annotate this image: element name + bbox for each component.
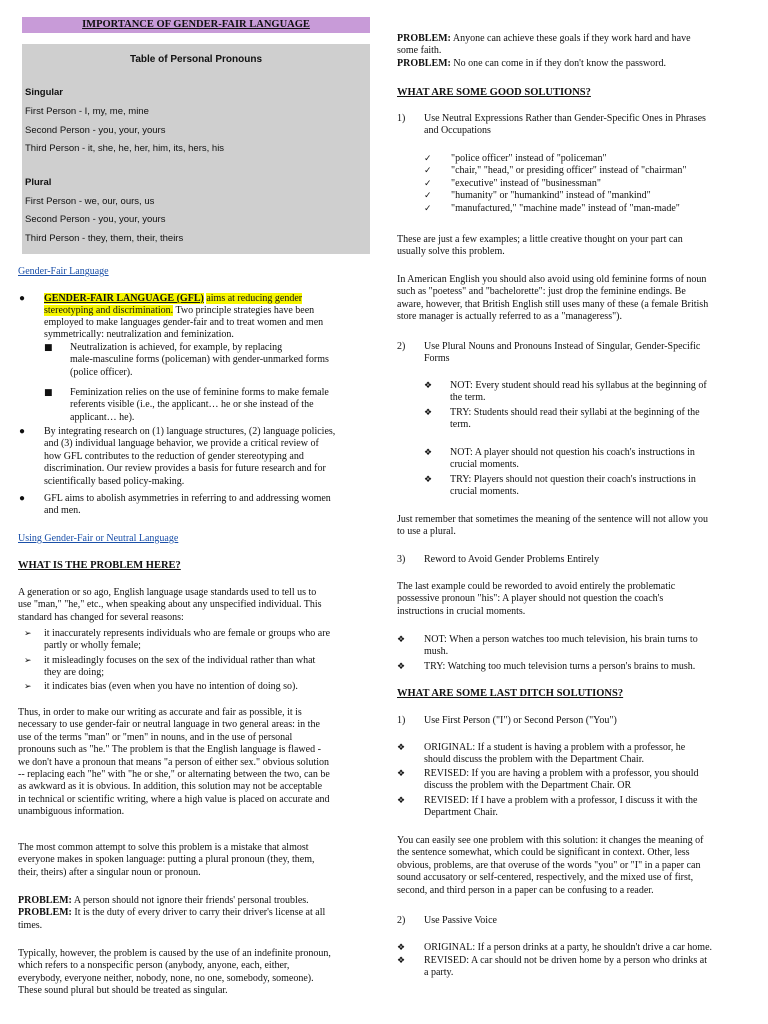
- text-line: necessary to use gender-fair or neutral language in two general areas: in the: [18, 719, 320, 731]
- text-line: GFL aims to abolish asymmetries in referring to and addressing women: [44, 493, 331, 504]
- diamond-bullet-icon: ❖: [397, 956, 406, 966]
- last-solution-2-title: Use Passive Voice: [424, 915, 497, 926]
- text-line: discuss the problem with the Department Chair. OR: [424, 780, 632, 792]
- text-line: usually solve this problem.: [397, 246, 505, 258]
- check-icon: ✓: [424, 178, 432, 189]
- example-item: TRY: Watching too much television turns a person's brains to mush.: [424, 661, 696, 672]
- check-icon: ✓: [424, 191, 432, 202]
- example-text: Anyone can achieve these goals if they work hard and have: [452, 33, 691, 44]
- right-problem-examples: [397, 33, 753, 70]
- text-line: obvious, problems, are that overuse of the words "you" or "I" in a paper can: [397, 859, 701, 871]
- gfl-highlight-rest: aims at reducing gender: [206, 293, 303, 304]
- problem-paragraph-4: [18, 948, 372, 998]
- square-bullet-icon: ■: [44, 388, 53, 398]
- text-line: pronouns such as "he." The problem is that the English language is flawed -: [18, 744, 321, 756]
- right-paragraph-9: [397, 835, 753, 897]
- problem-label: PROBLEM:: [397, 33, 451, 44]
- arrow-bullet-icon: ➢: [24, 629, 32, 639]
- link-using-neutral-language[interactable]: Using Gender-Fair or Neutral Language: [18, 533, 179, 544]
- text-line: we don't have a pronoun that means "a person of either sex." obvious solution: [18, 756, 330, 768]
- check-icon: ✓: [424, 154, 432, 164]
- problem-paragraph-1: [18, 587, 372, 624]
- diamond-bullet-icon: ❖: [397, 769, 406, 779]
- text-line: NOT: Every student should read his syllabus at the beginning of: [450, 380, 707, 391]
- reason-item: [44, 628, 372, 653]
- text-line: standard has changed for several reasons:: [18, 611, 184, 623]
- plural-header: Plural: [25, 177, 52, 188]
- bullet-icon: ●: [18, 426, 26, 437]
- problem-paragraph-3: [18, 842, 372, 879]
- example-text: A person should not ignore their friends' personal troubles.: [73, 895, 309, 906]
- text-line: as awkward as it is obvious. In addition, this solution may not be acceptable: [18, 781, 323, 793]
- text-line: aware, however, that British English still uses many of these (a female British: [397, 298, 709, 310]
- text-line: partly or wholly female;: [44, 640, 141, 652]
- text-line: (police officer).: [70, 366, 133, 378]
- bullet-icon: ●: [18, 293, 26, 304]
- text-line: how GFL contributes to the reduction of gender stereotyping and: [44, 450, 304, 462]
- problem-label: PROBLEM:: [397, 57, 451, 69]
- text-line: ORIGINAL: If a student is having a problem with a professor, he: [424, 742, 686, 753]
- right-paragraph-6: [397, 274, 753, 324]
- gfl-line-1: [44, 293, 372, 305]
- text-line: Feminization relies on the use of feminine forms to make female: [70, 387, 329, 398]
- diamond-bullet-icon: ❖: [424, 475, 433, 485]
- gfl-line-4: symmetrically: neutralization and feminization.: [44, 329, 234, 340]
- diamond-bullet-icon: ❖: [397, 635, 406, 645]
- diamond-bullet-icon: ❖: [397, 796, 406, 806]
- diamond-bullet-icon: ❖: [397, 743, 406, 753]
- text-line: The last example could be reworded to avoid entirely the problematic: [397, 581, 676, 592]
- text-line: scientifically based policy-making.: [44, 475, 185, 487]
- list-item: "executive" instead of "businessman": [451, 177, 601, 189]
- section-heading: WHAT IS THE PROBLEM HERE?: [18, 560, 181, 571]
- text-line: REVISED: If I have a problem with a professor, I discuss it with the: [424, 795, 698, 806]
- text-line: which refers to a nonspecific person (anybody, anyone, each, either,: [18, 960, 290, 972]
- text-line: they are doing;: [44, 667, 104, 679]
- text-line: the term.: [450, 392, 486, 404]
- text-line: TRY: Players should not question their coach's instructions in: [450, 474, 696, 485]
- square-bullet-icon: ■: [44, 343, 53, 353]
- problem-label: PROBLEM:: [18, 895, 72, 906]
- diamond-bullet-icon: ❖: [397, 662, 406, 672]
- example-item: [450, 474, 753, 499]
- text-line: use of the terms "man" or "men" in nouns, and in the use of personal: [18, 731, 293, 743]
- text-line: discrimination. Our review provides a basis for future research and for: [44, 463, 326, 475]
- reason-item: [44, 655, 372, 680]
- text-line: crucial moments.: [450, 486, 519, 498]
- problem-examples: [18, 895, 372, 932]
- text-line: REVISED: A car should not be driven home by a person who drinks at: [424, 955, 708, 966]
- text-line: These sound plural but should be treated as singular.: [18, 985, 228, 997]
- example-item: [424, 795, 753, 820]
- text-line: By integrating research on (1) language structures, (2) language policies,: [44, 426, 336, 437]
- example-item: [424, 955, 753, 980]
- example-item: [424, 634, 753, 659]
- text-line: Thus, in order to make our writing as accurate and fair as possible, it is: [18, 707, 302, 718]
- example-item: ORIGINAL: If a person drinks at a party, he shouldn't drive a car home.: [424, 942, 713, 953]
- list-number: 1): [397, 715, 406, 726]
- link-gender-fair-language[interactable]: Gender-Fair Language: [18, 266, 109, 277]
- text-line: such as "poetess" and "bachelorette": just drop the feminine endings. Be: [397, 286, 686, 298]
- example-item: [450, 407, 753, 432]
- example-item: [424, 768, 753, 793]
- text-line: term.: [450, 419, 471, 431]
- sub-item-feminization: [70, 387, 372, 424]
- text-line: Use Plural Nouns and Pronouns Instead of Singular, Gender-Specific: [424, 341, 701, 352]
- text-line: Use Neutral Expressions Rather than Gender-Specific Ones in Phrases: [424, 113, 706, 124]
- check-icon: ✓: [424, 166, 432, 177]
- arrow-bullet-icon: ➢: [24, 682, 32, 692]
- text-line: instructions in crucial moments.: [397, 605, 526, 617]
- last-solution-1-title: Use First Person ("I") or Second Person ("You"): [424, 715, 617, 726]
- text-line: Neutralization is achieved, for example, by replacing: [70, 342, 283, 353]
- right-paragraph-8: [397, 581, 753, 618]
- diamond-bullet-icon: ❖: [424, 381, 433, 391]
- section-heading: WHAT ARE SOME LAST DITCH SOLUTIONS?: [397, 688, 624, 699]
- problem-paragraph-2: [18, 707, 372, 819]
- text-line: TRY: Students should read their syllabi at the beginning of the: [450, 407, 700, 418]
- text-line: Typically, however, the problem is caused by the use of an indefinite pronoun,: [18, 948, 331, 959]
- text-line: Department Chair.: [424, 807, 498, 819]
- table-row: Second Person - you, your, yours: [25, 125, 166, 136]
- diamond-bullet-icon: ❖: [397, 943, 406, 953]
- text-line: store manager is actually referred to as a "manageress").: [397, 311, 623, 323]
- text-line: to use a plural.: [397, 526, 456, 538]
- example-item: [450, 380, 753, 405]
- gfl-paragraph-3: [44, 493, 372, 518]
- list-number: 2): [397, 341, 406, 352]
- text-line: their, theirs) after a singular noun or pronoun.: [18, 866, 201, 878]
- section-heading: WHAT ARE SOME GOOD SOLUTIONS?: [397, 87, 591, 98]
- list-number: 2): [397, 915, 406, 926]
- solution-2-title: [424, 341, 753, 366]
- gfl-text: Two principle strategies have been: [175, 305, 315, 316]
- solution-3-title: Reword to Avoid Gender Problems Entirely: [424, 554, 600, 565]
- text-line: NOT: When a person watches too much television, his brain turns to: [424, 634, 698, 645]
- text-line: A generation or so ago, English language usage standards used to tell us to: [18, 587, 317, 598]
- right-paragraph-5: [397, 234, 753, 259]
- text-line: unambiguous information.: [18, 806, 125, 818]
- right-paragraph-7: [397, 514, 753, 539]
- text-line: it misleadingly focuses on the sex of the individual rather than what: [44, 655, 316, 666]
- text-line: -- replacing each "he" with "he or she," or alternating between the two, can be: [18, 769, 330, 781]
- problem-label: PROBLEM:: [18, 907, 72, 919]
- text-line: sound accusatory or self-centered, respectively, and the mixed use of first,: [397, 872, 694, 884]
- text-line: should discuss the problem with the Department Chair.: [424, 754, 644, 766]
- text-line: a party.: [424, 967, 454, 979]
- diamond-bullet-icon: ❖: [424, 448, 433, 458]
- list-item: "humanity" or "humankind" instead of "mankind": [451, 190, 651, 202]
- text-line: crucial moments.: [450, 459, 519, 471]
- singular-header: Singular: [25, 87, 64, 98]
- reason-item: it indicates bias (even when you have no intention of doing so).: [44, 681, 298, 692]
- diamond-bullet-icon: ❖: [424, 408, 433, 418]
- example-text: some faith.: [397, 45, 442, 57]
- text-line: Forms: [424, 353, 450, 365]
- list-number: 1): [397, 113, 406, 124]
- text-line: The most common attempt to solve this problem is a mistake that almost: [18, 842, 309, 853]
- pronoun-table: [22, 44, 370, 254]
- check-icon: ✓: [424, 203, 432, 214]
- gfl-highlight: GENDER-FAIR LANGUAGE (GFL): [44, 293, 204, 304]
- text-line: In American English you should also avoid using old feminine forms of noun: [397, 274, 707, 285]
- example-text: No one can come in if they don't know the password.: [453, 57, 666, 69]
- arrow-bullet-icon: ➢: [24, 656, 32, 666]
- text-line: and (3) individual language behavior, we provide a critical review of: [44, 438, 319, 450]
- example-item: [424, 742, 753, 767]
- text-line: everybody, everyone neither, nobody, none, no one, somebody, someone).: [18, 972, 314, 984]
- text-line: the sentence somewhat, which could be significant in context. Other, less: [397, 847, 690, 859]
- table-row: Second Person - you, your, yours: [25, 214, 166, 225]
- sub-item-neutralization: [70, 342, 372, 379]
- table-row: First Person - I, my, me, mine: [25, 106, 149, 117]
- table-row: First Person - we, our, ours, us: [25, 196, 155, 207]
- list-item: "police officer" instead of "policeman": [451, 153, 607, 164]
- text-line: NOT: A player should not question his coach's instructions in: [450, 447, 695, 458]
- bullet-icon: ●: [18, 493, 26, 504]
- solution-1-title: [424, 113, 753, 138]
- text-line: REVISED: If you are having a problem with a professor, you should: [424, 768, 699, 779]
- text-line: These are just a few examples; a little creative thought on your part can: [397, 234, 683, 245]
- table-row: Third Person - it, she, he, her, him, its, hers, his: [25, 143, 225, 154]
- text-line: and Occupations: [424, 125, 491, 137]
- table-title: Table of Personal Pronouns: [129, 54, 263, 65]
- table-row: Third Person - they, them, their, theirs: [25, 233, 184, 244]
- list-number: 3): [397, 554, 406, 565]
- gfl-highlight-rest-2: stereotyping and discrimination.: [44, 305, 174, 316]
- text-line: use "man," "he," etc., when speaking about any unspecified individual. This: [18, 599, 322, 611]
- text-line: Just remember that sometimes the meaning of the sentence will not allow you: [397, 514, 709, 525]
- list-item: "manufactured," "machine made" instead of "man-made": [451, 202, 680, 214]
- example-text: times.: [18, 919, 43, 931]
- example-text: It is the duty of every driver to carry their driver's license at all: [74, 907, 326, 919]
- example-item: [450, 447, 753, 472]
- text-line: mush.: [424, 646, 449, 658]
- gfl-line-3: employed to make languages gender-fair and to treat women and men: [44, 317, 324, 328]
- document-title: IMPORTANCE OF GENDER-FAIR LANGUAGE: [22, 17, 370, 33]
- text-line: referents visible (i.e., the applicant… he or she instead of the: [70, 399, 314, 411]
- text-line: and men.: [44, 505, 81, 517]
- text-line: in technical or scientific writing, where a high value is placed on accurate and: [18, 793, 330, 805]
- gfl-line-2: [44, 305, 372, 317]
- text-line: male-masculine forms (policeman) with gender-unmarked forms: [70, 354, 329, 366]
- text-line: second, and third person in a paper can be confusing to a reader.: [397, 884, 654, 896]
- text-line: everyone makes in spoken language: putting a plural pronoun (they, them,: [18, 854, 315, 866]
- text-line: possessive pronoun "his": A player should not question the coach's: [397, 593, 664, 605]
- text-line: You can easily see one problem with this solution: it changes the meaning of: [397, 835, 704, 846]
- list-item: "chair," "head," or presiding officer" instead of "chairman": [451, 165, 687, 177]
- text-line: applicant… he).: [70, 411, 135, 423]
- text-line: it inaccurately represents individuals who are female or groups who are: [44, 628, 331, 639]
- gfl-paragraph-2: [44, 426, 372, 488]
- check-list: [424, 153, 753, 215]
